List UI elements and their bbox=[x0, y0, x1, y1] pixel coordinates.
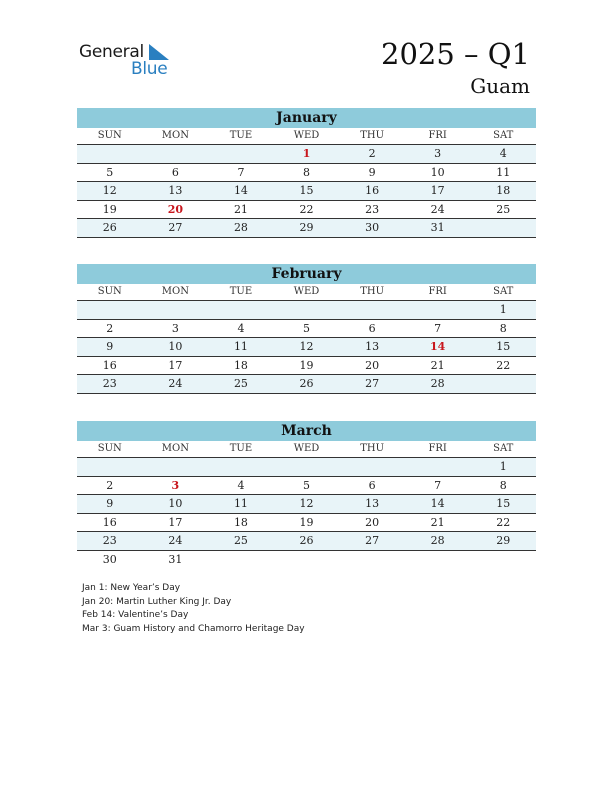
day-cell: 13 bbox=[365, 340, 380, 353]
weekday-header-row bbox=[77, 128, 536, 145]
empty-day-cell bbox=[470, 219, 536, 237]
week-row bbox=[77, 514, 536, 533]
day-cell: 27 bbox=[365, 534, 380, 547]
day-cell: 16 bbox=[102, 358, 117, 372]
day-cell: 7 bbox=[434, 321, 442, 335]
weekday-label: WED bbox=[293, 130, 320, 141]
day-cell: 17 bbox=[168, 358, 183, 372]
day-cell: 15 bbox=[496, 340, 511, 353]
weekday-header-row bbox=[77, 284, 536, 301]
day-cell: 31 bbox=[430, 221, 445, 234]
day-cell: 4 bbox=[237, 321, 245, 335]
day-cell: 16 bbox=[102, 515, 117, 529]
day-cell: 30 bbox=[102, 552, 117, 566]
empty-day-cell bbox=[274, 301, 340, 319]
day-cell: 11 bbox=[233, 497, 248, 510]
day-cell: 22 bbox=[496, 515, 511, 529]
day-cell: 21 bbox=[233, 202, 248, 216]
day-cell: 27 bbox=[168, 221, 183, 234]
day-cell: 5 bbox=[303, 321, 311, 335]
week-row bbox=[77, 145, 536, 164]
day-cell: 13 bbox=[168, 184, 183, 197]
week-row bbox=[77, 301, 536, 320]
day-cell: 24 bbox=[168, 377, 183, 390]
empty-day-cell bbox=[143, 145, 209, 163]
day-cell: 6 bbox=[368, 478, 376, 492]
weekday-label: SUN bbox=[97, 286, 122, 297]
empty-day-cell bbox=[77, 458, 143, 476]
day-cell: 28 bbox=[430, 534, 445, 547]
day-cell: 20 bbox=[365, 515, 380, 529]
empty-day-cell bbox=[274, 458, 340, 476]
week-row bbox=[77, 532, 536, 551]
week-row bbox=[77, 477, 536, 496]
day-cell: 25 bbox=[496, 202, 511, 216]
weekday-label: SUN bbox=[97, 443, 122, 454]
month-header: January bbox=[77, 108, 536, 128]
day-cell: 12 bbox=[299, 497, 314, 510]
day-cell: 23 bbox=[102, 377, 117, 390]
week-row bbox=[77, 201, 536, 220]
weekday-label: WED bbox=[293, 443, 320, 454]
day-cell: 28 bbox=[233, 221, 248, 234]
weekday-label: MON bbox=[161, 443, 189, 454]
day-cell: 27 bbox=[365, 377, 380, 390]
empty-day-cell bbox=[339, 301, 405, 319]
day-cell: 7 bbox=[237, 165, 245, 179]
day-cell: 14 bbox=[430, 340, 446, 353]
day-cell: 1 bbox=[302, 147, 311, 160]
weekday-label: SAT bbox=[493, 443, 514, 454]
day-cell: 26 bbox=[102, 221, 117, 234]
holiday-note: Jan 1: New Year’s Day bbox=[82, 583, 181, 593]
day-cell: 9 bbox=[106, 497, 114, 510]
empty-day-cell bbox=[470, 375, 536, 393]
empty-day-cell bbox=[143, 301, 209, 319]
day-cell: 29 bbox=[299, 221, 314, 234]
weekday-label: TUE bbox=[229, 286, 253, 297]
day-cell: 12 bbox=[102, 184, 117, 197]
day-cell: 13 bbox=[365, 497, 380, 510]
day-cell: 8 bbox=[499, 478, 507, 492]
holiday-notes bbox=[82, 582, 305, 637]
country-name: Guam bbox=[470, 74, 530, 98]
weekday-label: THU bbox=[360, 130, 385, 141]
weekday-label: TUE bbox=[229, 130, 253, 141]
day-cell: 26 bbox=[299, 377, 314, 390]
empty-day-cell bbox=[208, 145, 274, 163]
day-cell: 22 bbox=[496, 358, 511, 372]
week-row bbox=[77, 219, 536, 238]
day-cell: 25 bbox=[233, 534, 248, 547]
week-row bbox=[77, 495, 536, 514]
empty-day-cell bbox=[208, 551, 274, 569]
day-cell: 19 bbox=[299, 358, 314, 372]
month-january bbox=[77, 108, 536, 238]
empty-day-cell bbox=[339, 458, 405, 476]
day-cell: 15 bbox=[496, 497, 511, 510]
day-cell: 6 bbox=[171, 165, 179, 179]
day-cell: 12 bbox=[299, 340, 314, 353]
weekday-label: THU bbox=[360, 286, 385, 297]
week-row bbox=[77, 551, 536, 569]
day-cell: 23 bbox=[365, 202, 380, 216]
day-cell: 18 bbox=[233, 358, 248, 372]
day-cell: 7 bbox=[434, 478, 442, 492]
day-cell: 21 bbox=[430, 358, 445, 372]
day-cell: 11 bbox=[496, 165, 511, 179]
day-cell: 10 bbox=[430, 165, 445, 179]
logo-triangle-icon bbox=[149, 44, 169, 60]
day-cell: 16 bbox=[365, 184, 380, 197]
day-cell: 2 bbox=[368, 147, 376, 160]
day-cell: 18 bbox=[233, 515, 248, 529]
day-cell: 4 bbox=[237, 478, 245, 492]
day-cell: 1 bbox=[499, 460, 507, 473]
day-cell: 11 bbox=[233, 340, 248, 353]
empty-day-cell bbox=[208, 301, 274, 319]
day-cell: 2 bbox=[106, 321, 114, 335]
day-cell: 9 bbox=[368, 165, 376, 179]
month-header: March bbox=[77, 421, 536, 441]
day-cell: 24 bbox=[168, 534, 183, 547]
day-cell: 3 bbox=[171, 321, 179, 335]
holiday-note: Mar 3: Guam History and Chamorro Heritage Day bbox=[82, 624, 305, 635]
day-cell: 17 bbox=[430, 184, 445, 197]
month-february bbox=[77, 264, 536, 394]
weekday-label: TUE bbox=[229, 443, 253, 454]
week-row bbox=[77, 357, 536, 376]
month-march bbox=[77, 421, 536, 568]
week-row bbox=[77, 458, 536, 477]
day-cell: 21 bbox=[430, 515, 445, 529]
empty-day-cell bbox=[405, 551, 471, 569]
day-cell: 14 bbox=[233, 184, 248, 197]
week-row bbox=[77, 164, 536, 183]
day-cell: 3 bbox=[171, 478, 180, 492]
weekday-label: SUN bbox=[97, 130, 122, 141]
logo bbox=[79, 42, 179, 82]
weekday-label: WED bbox=[293, 286, 320, 297]
week-row bbox=[77, 375, 536, 394]
day-cell: 26 bbox=[299, 534, 314, 547]
day-cell: 18 bbox=[496, 184, 511, 197]
week-row bbox=[77, 182, 536, 201]
day-cell: 25 bbox=[233, 377, 248, 390]
day-cell: 10 bbox=[168, 340, 183, 353]
empty-day-cell bbox=[405, 458, 471, 476]
weekday-label: THU bbox=[360, 443, 385, 454]
day-cell: 28 bbox=[430, 377, 445, 390]
weekday-label: FRI bbox=[428, 286, 447, 297]
empty-day-cell bbox=[405, 301, 471, 319]
holiday-note: Jan 20: Martin Luther King Jr. Day bbox=[82, 596, 232, 607]
weekday-label: FRI bbox=[428, 130, 447, 141]
week-row bbox=[77, 320, 536, 339]
day-cell: 19 bbox=[102, 202, 117, 216]
page-title: 2025 – Q1 bbox=[381, 37, 530, 71]
day-cell: 5 bbox=[106, 165, 114, 179]
month-header: February bbox=[77, 264, 536, 284]
holiday-note: Feb 14: Valentine’s Day bbox=[82, 610, 189, 621]
day-cell: 20 bbox=[167, 202, 184, 216]
day-cell: 24 bbox=[430, 202, 445, 216]
day-cell: 22 bbox=[299, 202, 314, 216]
day-cell: 15 bbox=[299, 184, 314, 197]
empty-day-cell bbox=[77, 301, 143, 319]
day-cell: 30 bbox=[365, 221, 380, 234]
day-cell: 14 bbox=[430, 497, 445, 510]
day-cell: 19 bbox=[299, 515, 314, 529]
weekday-label: MON bbox=[161, 130, 189, 141]
day-cell: 29 bbox=[496, 534, 511, 547]
day-cell: 10 bbox=[168, 497, 183, 510]
weekday-label: SAT bbox=[493, 130, 514, 141]
day-cell: 4 bbox=[499, 147, 507, 160]
weekday-label: FRI bbox=[428, 443, 447, 454]
day-cell: 5 bbox=[303, 478, 311, 492]
weekday-label: MON bbox=[161, 286, 189, 297]
day-cell: 17 bbox=[168, 515, 183, 529]
empty-day-cell bbox=[470, 551, 536, 569]
day-cell: 8 bbox=[499, 321, 507, 335]
empty-day-cell bbox=[143, 458, 209, 476]
day-cell: 2 bbox=[106, 478, 114, 492]
empty-day-cell bbox=[77, 145, 143, 163]
logo-general-text: General bbox=[79, 42, 144, 62]
day-cell: 1 bbox=[499, 303, 507, 316]
day-cell: 23 bbox=[102, 534, 117, 547]
empty-day-cell bbox=[339, 551, 405, 569]
day-cell: 31 bbox=[168, 552, 183, 566]
day-cell: 6 bbox=[368, 321, 376, 335]
weekday-header-row bbox=[77, 441, 536, 458]
empty-day-cell bbox=[208, 458, 274, 476]
day-cell: 3 bbox=[434, 147, 442, 160]
day-cell: 8 bbox=[303, 165, 311, 179]
day-cell: 9 bbox=[106, 340, 114, 353]
weekday-label: SAT bbox=[493, 286, 514, 297]
day-cell: 20 bbox=[365, 358, 380, 372]
empty-day-cell bbox=[274, 551, 340, 569]
week-row bbox=[77, 338, 536, 357]
logo-blue-text: Blue bbox=[131, 59, 168, 79]
